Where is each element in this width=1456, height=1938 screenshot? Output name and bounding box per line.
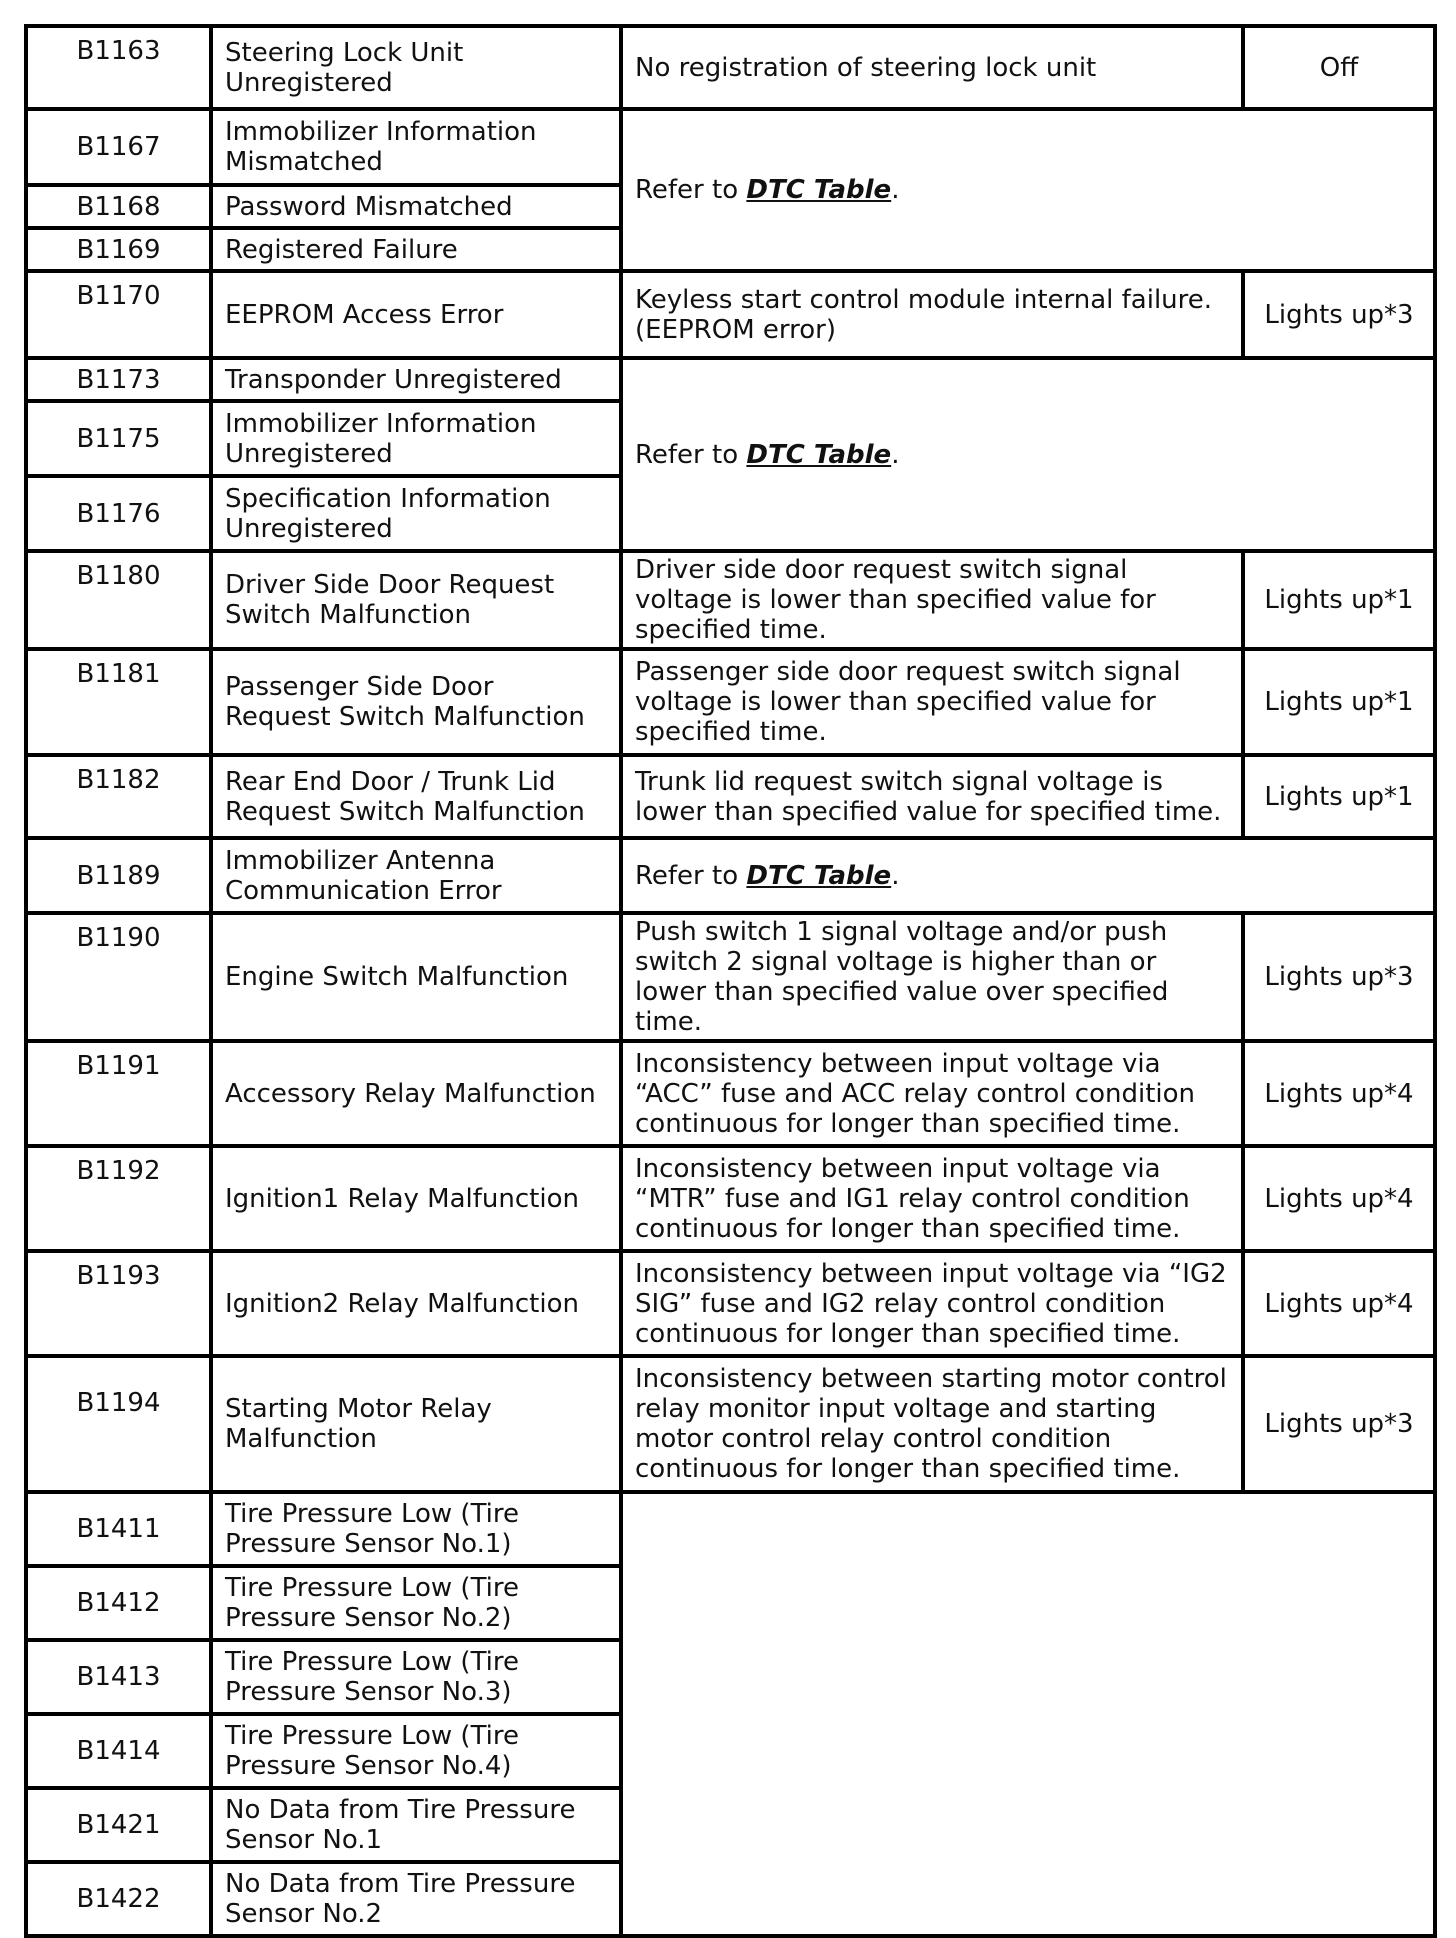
dtc-code: B1168: [26, 185, 211, 228]
dtc-name: Accessory Relay Malfunction: [211, 1041, 621, 1146]
table-row: [26, 271, 1435, 358]
dtc-name: No Data from Tire Pressure Sensor No.1: [211, 1788, 621, 1862]
dtc-code: B1411: [26, 1492, 211, 1566]
dtc-name: Registered Failure: [211, 228, 621, 271]
dtc-code: B1422: [26, 1862, 211, 1936]
table-row: [26, 913, 1435, 1041]
dtc-code: B1169: [26, 228, 211, 271]
dtc-table-link[interactable]: DTC Table: [746, 439, 892, 470]
dtc-code: B1191: [26, 1041, 211, 1146]
dtc-name: Steering Lock Unit Unregistered: [211, 26, 621, 109]
table-row: [26, 1146, 1435, 1251]
warning-lamp-status: Off: [1243, 26, 1435, 109]
warning-lamp-status: Lights up*4: [1243, 1251, 1435, 1356]
dtc-code: B1182: [26, 755, 211, 838]
table-row: [26, 649, 1435, 755]
detection-condition: Inconsistency between input voltage via “ACC” fuse and ACC relay control condition continuous for longer than specified time.: [621, 1041, 1243, 1146]
dtc-code: B1173: [26, 358, 211, 401]
dtc-code: B1170: [26, 271, 211, 358]
dtc-name: Tire Pressure Low (Tire Pressure Sensor No.2): [211, 1566, 621, 1640]
dtc-name: Ignition1 Relay Malfunction: [211, 1146, 621, 1251]
dtc-code: B1413: [26, 1640, 211, 1714]
dtc-code: B1189: [26, 838, 211, 913]
warning-lamp-status: Lights up*1: [1243, 551, 1435, 649]
dtc-code: B1414: [26, 1714, 211, 1788]
dtc-code: B1190: [26, 913, 211, 1041]
dtc-name: Tire Pressure Low (Tire Pressure Sensor No.3): [211, 1640, 621, 1714]
table-row: [26, 838, 1435, 913]
dtc-table-link[interactable]: DTC Table: [746, 175, 892, 205]
dtc-name: Starting Motor Relay Malfunction: [211, 1356, 621, 1492]
detection-condition-empty: [621, 1492, 1435, 1936]
warning-lamp-status: Lights up*4: [1243, 1041, 1435, 1146]
dtc-code: B1176: [26, 476, 211, 551]
dtc-code: B1194: [26, 1356, 211, 1492]
detection-condition: Push switch 1 signal voltage and/or push switch 2 signal voltage is higher than or lower than specified value over specified time.: [621, 913, 1243, 1041]
dtc-code: B1163: [26, 26, 211, 109]
detection-condition: Refer to DTC Table.: [621, 358, 1435, 551]
dtc-code: B1412: [26, 1566, 211, 1640]
dtc-code: B1421: [26, 1788, 211, 1862]
table-row: [26, 358, 1435, 401]
dtc-code: B1180: [26, 551, 211, 649]
detection-condition: Inconsistency between starting motor control relay monitor input voltage and starting motor control relay control condition continuous for longer than specified time.: [621, 1356, 1243, 1492]
dtc-table: [24, 24, 1437, 1938]
dtc-name: Transponder Unregistered: [211, 358, 621, 401]
detection-condition: Driver side door request switch signal voltage is lower than specified value for specified time.: [621, 551, 1243, 649]
warning-lamp-status: Lights up*3: [1243, 1356, 1435, 1492]
warning-lamp-status: Lights up*4: [1243, 1146, 1435, 1251]
warning-lamp-status: Lights up*1: [1243, 649, 1435, 755]
dtc-name: Immobilizer Antenna Communication Error: [211, 838, 621, 913]
dtc-code: B1193: [26, 1251, 211, 1356]
table-row: [26, 1251, 1435, 1356]
detection-condition: No registration of steering lock unit: [621, 26, 1243, 109]
dtc-name: EEPROM Access Error: [211, 271, 621, 358]
table-row: [26, 109, 1435, 185]
table-row: [26, 551, 1435, 649]
table-row: [26, 1041, 1435, 1146]
detection-condition: Trunk lid request switch signal voltage is lower than specified value for specified time.: [621, 755, 1243, 838]
detection-condition: Refer to DTC Table.: [621, 838, 1435, 913]
detection-condition: Keyless start control module internal failure. (EEPROM error): [621, 271, 1243, 358]
dtc-name: Immobilizer Information Unregistered: [211, 401, 621, 476]
dtc-name: Specification Information Unregistered: [211, 476, 621, 551]
dtc-name: Immobilizer Information Mismatched: [211, 109, 621, 185]
table-row: [26, 26, 1435, 109]
dtc-name: Tire Pressure Low (Tire Pressure Sensor No.1): [211, 1492, 621, 1566]
table-row: [26, 1356, 1435, 1492]
dtc-name: No Data from Tire Pressure Sensor No.2: [211, 1862, 621, 1936]
detection-condition: Refer to DTC Table.: [621, 109, 1435, 271]
table-row: [26, 1492, 1435, 1566]
dtc-name: Engine Switch Malfunction: [211, 913, 621, 1041]
dtc-code: B1181: [26, 649, 211, 755]
dtc-name: Ignition2 Relay Malfunction: [211, 1251, 621, 1356]
table-row: [26, 755, 1435, 838]
warning-lamp-status: Lights up*3: [1243, 271, 1435, 358]
warning-lamp-status: Lights up*3: [1243, 913, 1435, 1041]
dtc-name: Password Mismatched: [211, 185, 621, 228]
dtc-name: Tire Pressure Low (Tire Pressure Sensor No.4): [211, 1714, 621, 1788]
dtc-name: Rear End Door / Trunk Lid Request Switch Malfunction: [211, 755, 621, 838]
dtc-name: Driver Side Door Request Switch Malfunction: [211, 551, 621, 649]
dtc-code: B1167: [26, 109, 211, 185]
detection-condition: Inconsistency between input voltage via “MTR” fuse and IG1 relay control condition continuous for longer than specified time.: [621, 1146, 1243, 1251]
dtc-table-link[interactable]: DTC Table: [746, 860, 892, 891]
dtc-code: B1192: [26, 1146, 211, 1251]
detection-condition: Passenger side door request switch signal voltage is lower than specified value for specified time.: [621, 649, 1243, 755]
dtc-name: Passenger Side Door Request Switch Malfunction: [211, 649, 621, 755]
warning-lamp-status: Lights up*1: [1243, 755, 1435, 838]
dtc-code: B1175: [26, 401, 211, 476]
detection-condition: Inconsistency between input voltage via “IG2 SIG” fuse and IG2 relay control condition continuous for longer than specified time.: [621, 1251, 1243, 1356]
